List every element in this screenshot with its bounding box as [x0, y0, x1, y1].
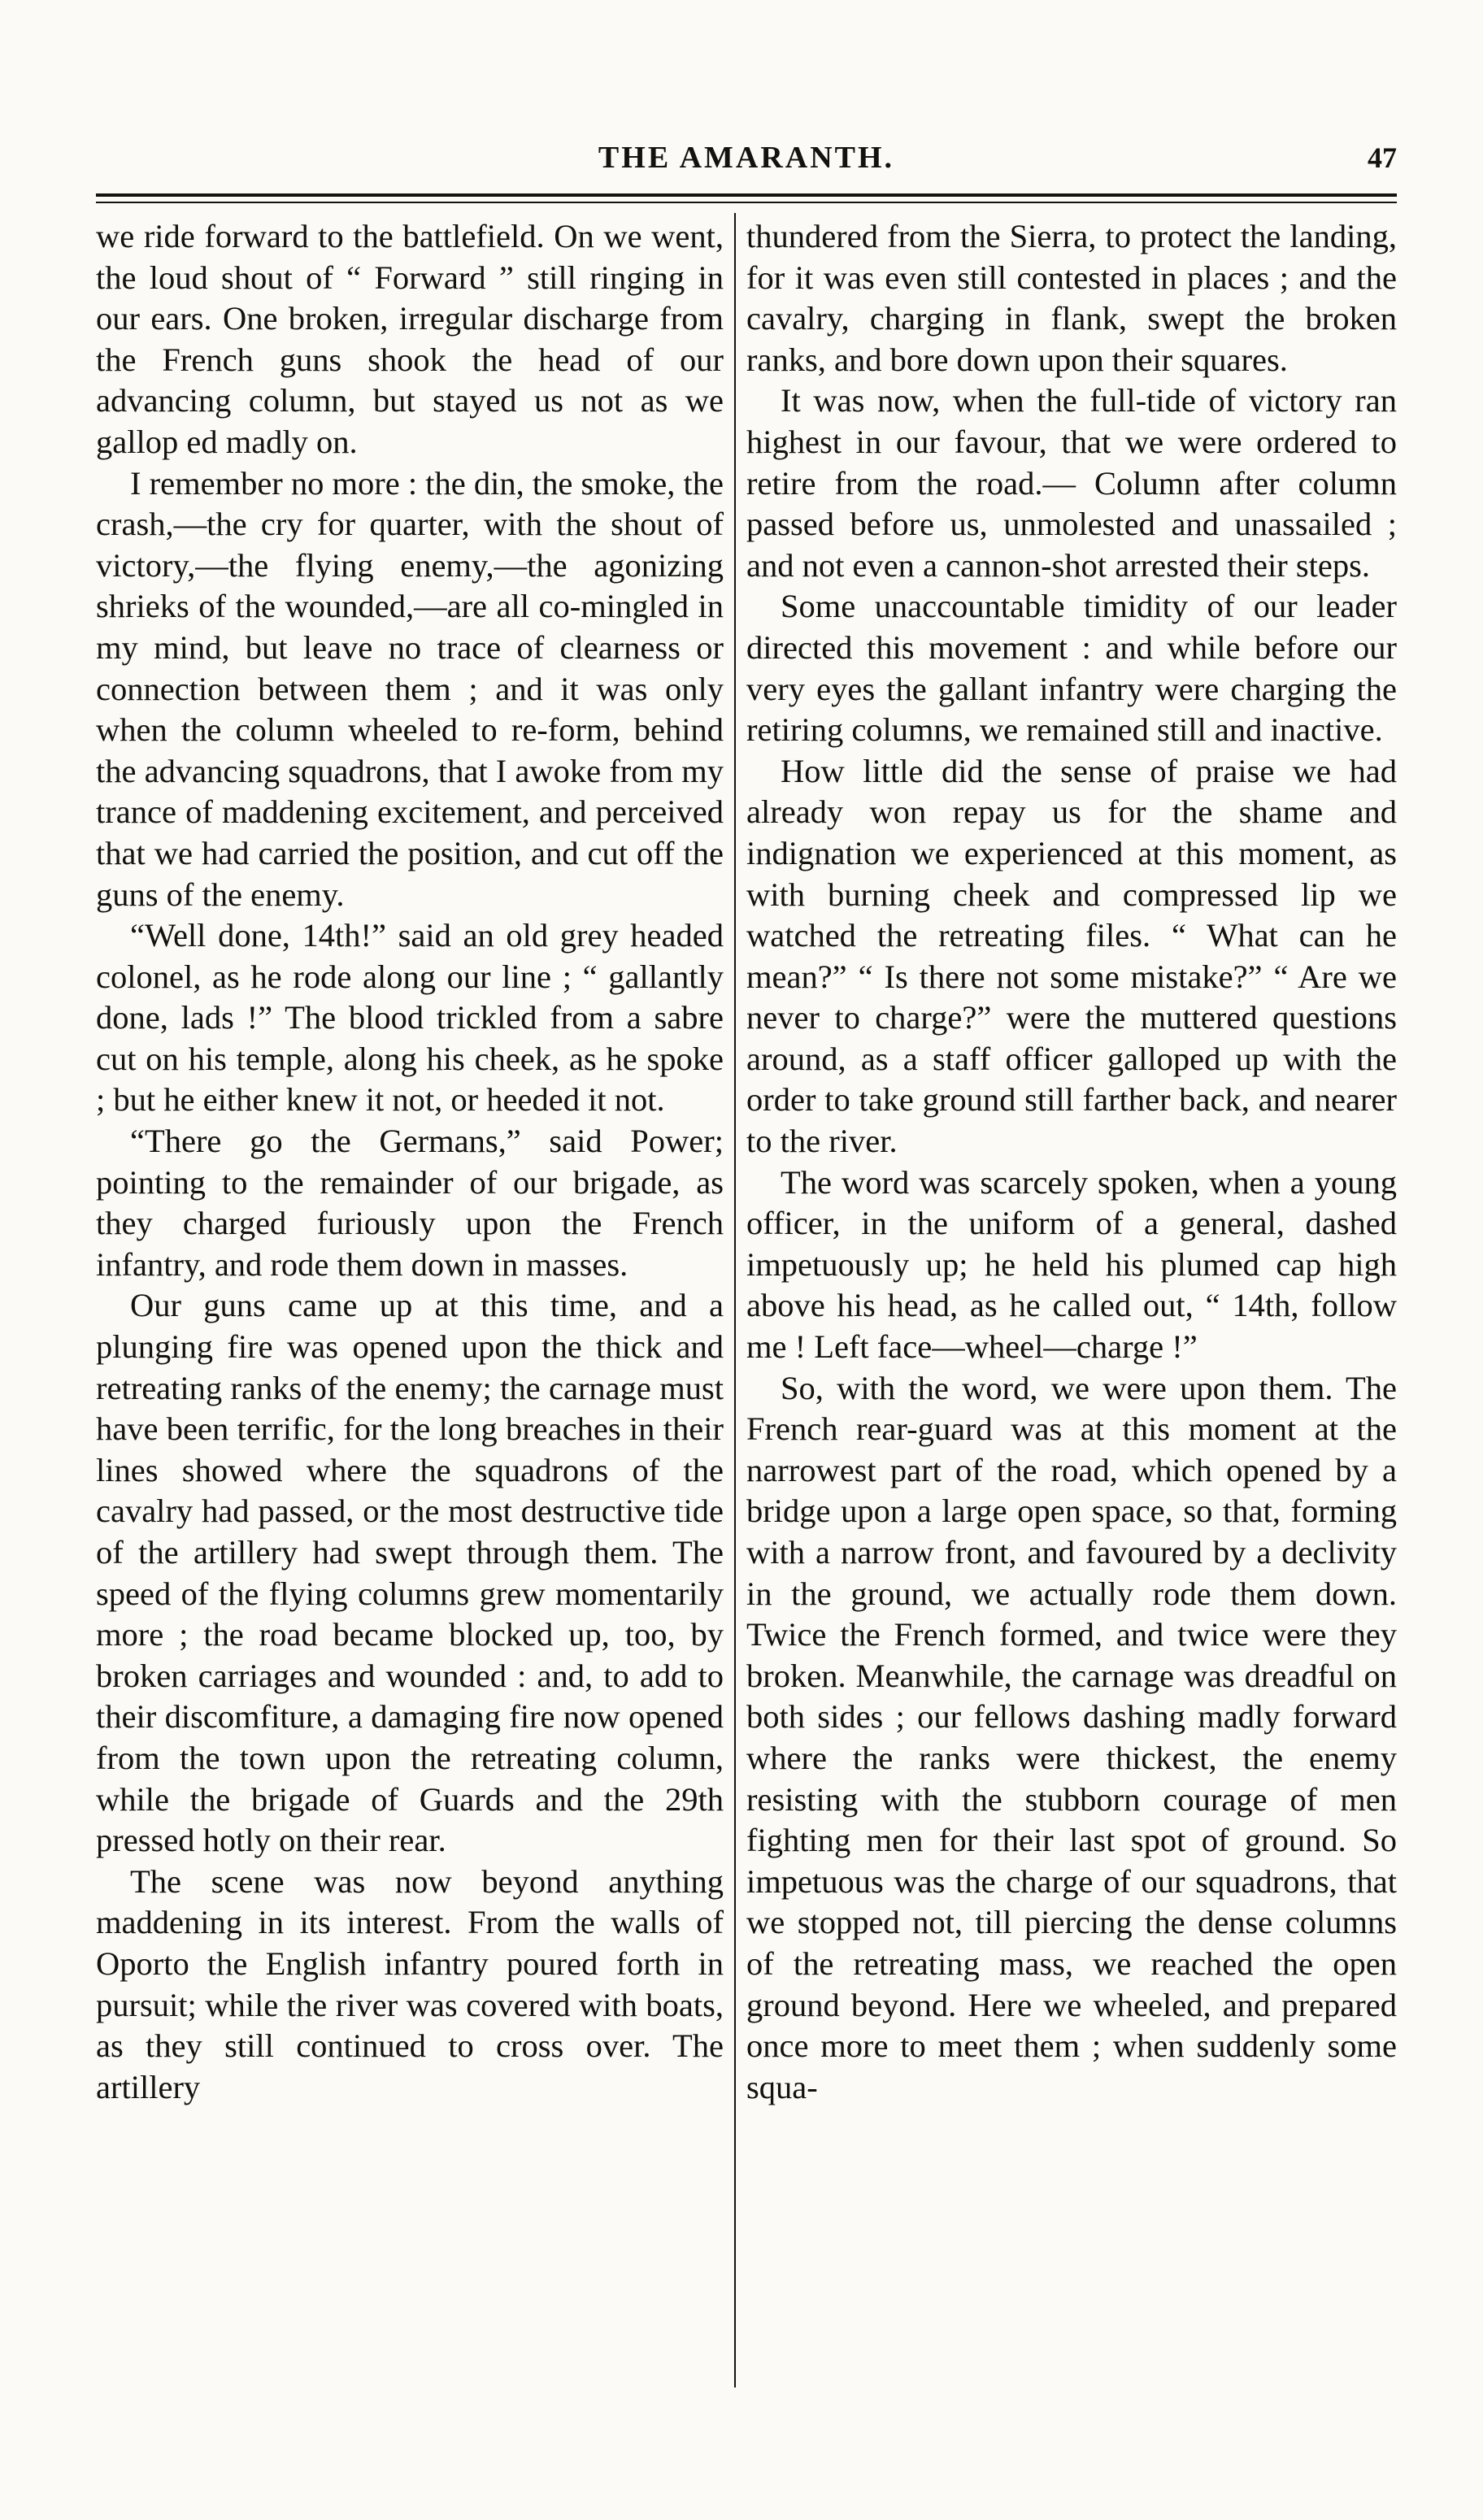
paragraph: “Well done, 14th!” said an old grey headed colonel, as he rode along our line ; “ gallantly done, lads !” The blood trickled from a sabre cut on his temple, along his cheek, as he spoke ; but he either knew it not, or heeded it not.	[96, 917, 724, 1119]
page-number: 47	[1368, 141, 1397, 174]
right-column	[746, 216, 1397, 2108]
column-divider	[734, 213, 736, 2387]
paragraph: I remember no more : the din, the smoke, the crash,—the cry for quarter, with the shout of victory,—the flying enemy,—the agonizing shrieks of the wounded,—are all co-mingled in my mind, but leave no trace of clearness or connection between them ; and it was only when the column wheeled to re-form, behind the advancing squadrons, that I awoke from my trance of maddening excitement, and perceived that we had carried the position, and cut off the guns of the enemy.	[96, 464, 724, 913]
paragraph: So, with the word, we were upon them. The French rear-guard was at this moment at the narrowest part of the road, which opened by a bridge upon a large open space, so that, forming with a narrow front, and favoured by a declivity in the ground, we actually rode them down. Twice the French formed, and twice were they broken. Meanwhile, the carnage was dreadful on both sides ; our fellows dashing madly forward where the ranks were thickest, the enemy resisting with the stubborn courage of men fighting men for their last spot of ground. So impetuous was the charge of our squadrons, that we stopped not, till piercing the dense columns of the retreating mass, we reached the open ground beyond. Here we wheeled, and prepared once more to meet them ; when suddenly some squa-	[746, 1369, 1397, 2105]
paragraph: we ride forward to the battlefield. On we went, the loud shout of “ Forward ” still ringing in our ears. One broken, irregular discharge from the French guns shook the head of our advancing column, but stayed us not as we gallop ed madly on.	[96, 218, 724, 460]
paragraph: Our guns came up at this time, and a plunging fire was opened upon the thick and retreating ranks of the enemy; the carnage must have been terrific, for the long breaches in their lines showed where the squadrons of the cavalry had passed, or the most destructive tide of the artillery had swept through them. The speed of the flying columns grew momentarily more ; the road became blocked up, too, by broken carriages and wounded : and, to add to their discomfiture, a damaging fire now opened from the town upon the retreating column, while the brigade of Guards and the 29th pressed hotly on their rear.	[96, 1287, 724, 1859]
header-rule-thick	[96, 193, 1397, 197]
paragraph: The scene was now beyond anything maddening in its interest. From the walls of Oporto the English infantry poured forth in pursuit; while the river was covered with boats, as they still continued to cross over. The artillery	[96, 1862, 724, 2105]
paragraph: The word was scarcely spoken, when a young officer, in the uniform of a general, dashed impetuously up; he held his plumed cap high above his head, as he called out, “ 14th, follow me ! Left face—wheel—charge !”	[746, 1163, 1397, 1366]
left-column	[96, 216, 724, 2108]
paragraph: “There go the Germans,” said Power; pointing to the remainder of our brigade, as they charged furiously upon the French infantry, and rode them down in masses.	[96, 1123, 724, 1283]
page-header	[96, 140, 1397, 189]
paragraph: How little did the sense of praise we had already won repay us for the shame and indignation we experienced at this moment, as with burning cheek and compressed lip we watched the retreating files. “ What can he mean?” “ Is there not some mistake?” “ Are we never to charge?” were the muttered questions around, as a staff officer galloped up with the order to take ground still farther back, and nearer to the river.	[746, 752, 1397, 1160]
header-rule-thin	[96, 202, 1397, 203]
paragraph: thundered from the Sierra, to protect the landing, for it was even still contested in places ; and the cavalry, charging in flank, swept the broken ranks, and bore down upon their squares.	[746, 218, 1397, 378]
paragraph: Some unaccountable timidity of our leader directed this movement : and while before our very eyes the gallant infantry were charging the retiring columns, we remained still and inactive.	[746, 588, 1397, 749]
paragraph: It was now, when the full-tide of victory ran highest in our favour, that we were ordered to retire from the road.— Column after column passed before us, unmolested and unassailed ; and not even a cannon-shot arrested their steps.	[746, 382, 1397, 584]
running-title: THE AMARANTH.	[598, 141, 895, 175]
